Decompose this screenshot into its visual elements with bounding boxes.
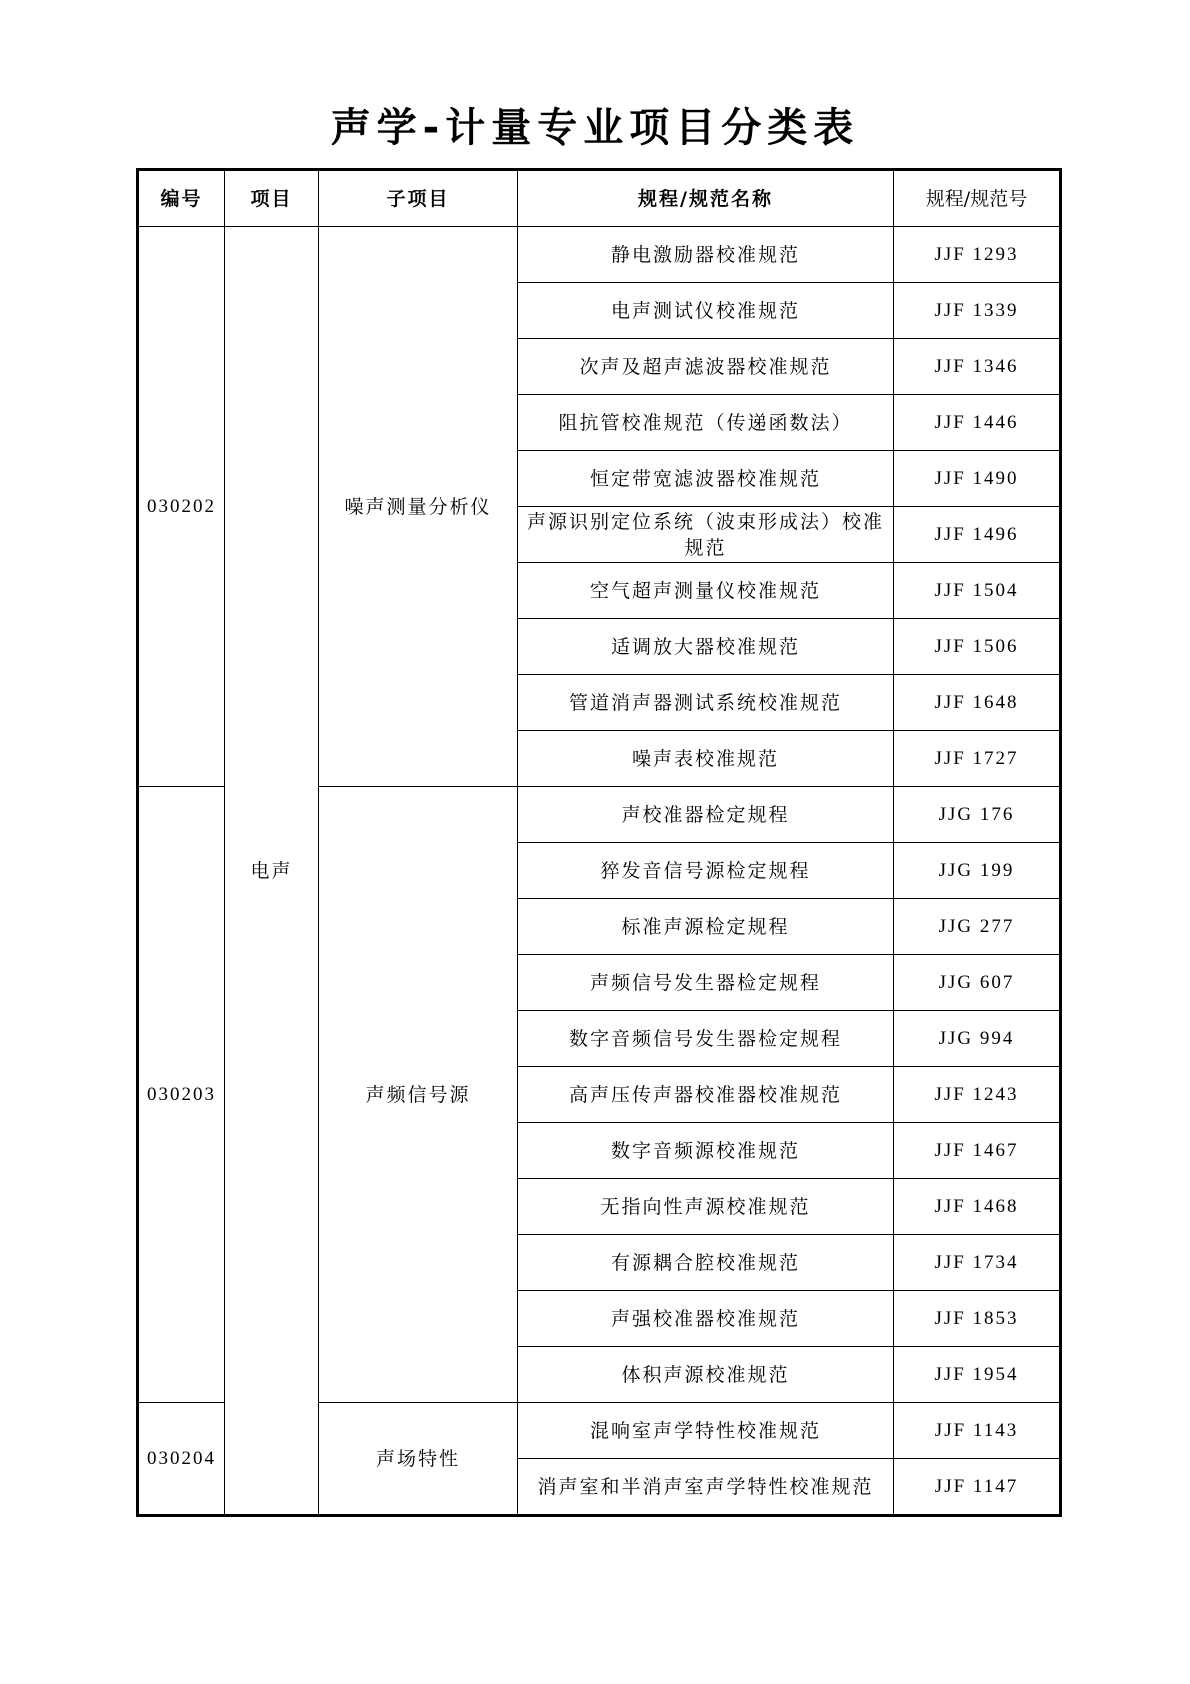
header-project: 项目 xyxy=(225,170,319,227)
spec-name: 次声及超声滤波器校准规范 xyxy=(518,339,894,395)
spec-name: 恒定带宽滤波器校准规范 xyxy=(518,451,894,507)
header-row xyxy=(138,170,1061,227)
spec-number: JJF 1147 xyxy=(894,1459,1061,1516)
subproject-name: 声频信号源 xyxy=(319,787,518,1403)
spec-number: JJF 1954 xyxy=(894,1347,1061,1403)
spec-number: JJF 1727 xyxy=(894,731,1061,787)
header-spec-name: 规程/规范名称 xyxy=(518,170,894,227)
header-code: 编号 xyxy=(138,170,225,227)
spec-number: JJF 1467 xyxy=(894,1123,1061,1179)
spec-name: 声频信号发生器检定规程 xyxy=(518,955,894,1011)
spec-name: 高声压传声器校准器校准规范 xyxy=(518,1067,894,1123)
spec-name: 标准声源检定规程 xyxy=(518,899,894,955)
spec-number: JJG 176 xyxy=(894,787,1061,843)
spec-name: 空气超声测量仪校准规范 xyxy=(518,563,894,619)
spec-number: JJF 1734 xyxy=(894,1235,1061,1291)
spec-name: 体积声源校准规范 xyxy=(518,1347,894,1403)
spec-name: 有源耦合腔校准规范 xyxy=(518,1235,894,1291)
spec-number: JJF 1346 xyxy=(894,339,1061,395)
spec-number: JJF 1339 xyxy=(894,283,1061,339)
table-body xyxy=(138,227,1061,1516)
group-code: 030204 xyxy=(138,1403,225,1516)
spec-name: 声校准器检定规程 xyxy=(518,787,894,843)
spec-name: 无指向性声源校准规范 xyxy=(518,1179,894,1235)
spec-name: 阻抗管校准规范（传递函数法） xyxy=(518,395,894,451)
spec-name: 电声测试仪校准规范 xyxy=(518,283,894,339)
table-row xyxy=(138,227,1061,283)
spec-number: JJG 607 xyxy=(894,955,1061,1011)
spec-number: JJF 1506 xyxy=(894,619,1061,675)
subproject-name: 声场特性 xyxy=(319,1403,518,1516)
spec-number: JJF 1446 xyxy=(894,395,1061,451)
spec-name: 声强校准器校准规范 xyxy=(518,1291,894,1347)
header-subproject: 子项目 xyxy=(319,170,518,227)
spec-name: 数字音频信号发生器检定规程 xyxy=(518,1011,894,1067)
spec-name: 适调放大器校准规范 xyxy=(518,619,894,675)
spec-name: 猝发音信号源检定规程 xyxy=(518,843,894,899)
header-spec-number: 规程/规范号 xyxy=(894,170,1061,227)
group-code: 030203 xyxy=(138,787,225,1403)
project-name: 电声 xyxy=(225,227,319,1516)
group-code: 030202 xyxy=(138,227,225,787)
spec-name: 混响室声学特性校准规范 xyxy=(518,1403,894,1459)
page-title: 声学-计量专业项目分类表 xyxy=(330,105,860,151)
spec-number: JJF 1648 xyxy=(894,675,1061,731)
spec-number: JJF 1143 xyxy=(894,1403,1061,1459)
spec-number: JJG 199 xyxy=(894,843,1061,899)
classification-table xyxy=(136,168,1062,1517)
spec-name: 静电激励器校准规范 xyxy=(518,227,894,283)
spec-number: JJF 1468 xyxy=(894,1179,1061,1235)
spec-number: JJF 1243 xyxy=(894,1067,1061,1123)
spec-name: 消声室和半消声室声学特性校准规范 xyxy=(518,1459,894,1516)
spec-name: 噪声表校准规范 xyxy=(518,731,894,787)
spec-number: JJF 1496 xyxy=(894,507,1061,563)
spec-name: 声源识别定位系统（波束形成法）校准规范 xyxy=(518,507,894,563)
spec-number: JJF 1293 xyxy=(894,227,1061,283)
spec-name: 数字音频源校准规范 xyxy=(518,1123,894,1179)
spec-name: 管道消声器测试系统校准规范 xyxy=(518,675,894,731)
spec-number: JJF 1490 xyxy=(894,451,1061,507)
spec-number: JJF 1504 xyxy=(894,563,1061,619)
spec-number: JJG 994 xyxy=(894,1011,1061,1067)
spec-number: JJF 1853 xyxy=(894,1291,1061,1347)
subproject-name: 噪声测量分析仪 xyxy=(319,227,518,787)
spec-number: JJG 277 xyxy=(894,899,1061,955)
